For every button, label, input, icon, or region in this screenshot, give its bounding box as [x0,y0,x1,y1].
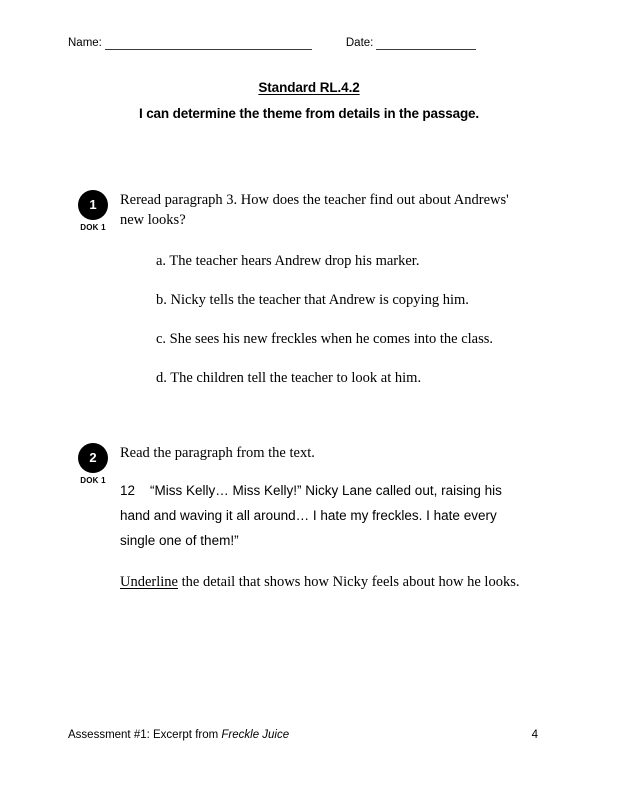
answer-choice-d[interactable]: d. The children tell the teacher to look at him. [156,370,422,386]
answer-choice-c[interactable]: c. She sees his new freckles when he comes into the class. [156,331,494,347]
question-block-1 [68,190,554,388]
footer-book-title: Freckle Juice [221,729,290,741]
underline-keyword: Underline [120,574,178,590]
date-label: Date: [345,37,374,49]
answer-choice-b[interactable]: b. Nicky tells the teacher that Andrew is copying him. [156,292,469,308]
question-2-badge-group [68,443,118,485]
name-field-group [68,36,312,50]
date-field-group [346,36,477,50]
question-block-2 [68,443,554,592]
footer-prefix-text: Assessment #1: Excerpt from [68,729,222,741]
question-1-stem: Reread paragraph 3. How does the teacher find out about Andrews' new looks? [120,192,509,228]
dok-level-label: DOK 1 [80,223,106,232]
page-number: 4 [531,729,538,741]
page-footer [68,728,538,743]
name-write-line[interactable] [105,37,312,50]
standard-code-text: Standard RL.4.2 [258,80,360,95]
question-2-stem: Read the paragraph from the text. [120,445,315,461]
instruction-rest-text: the detail that shows how Nicky feels about how he looks. [177,574,520,590]
question-2-instruction [120,572,532,592]
name-label: Name: [68,37,102,49]
date-write-line[interactable] [376,37,476,50]
standard-code [0,78,618,97]
name-date-row [68,30,554,50]
dok-level-label: DOK 1 [80,476,106,485]
question-number-badge: 1 [78,190,108,220]
question-number-badge: 2 [78,443,108,473]
question-1-choices [156,251,532,388]
text-excerpt [120,478,530,553]
title-block [0,78,618,123]
excerpt-body-text[interactable]: “Miss Kelly… Miss Kelly!” Nicky Lane called out, raising his hand and waving it all around… I hate my freckles. I hate every single one of them!” [120,483,502,548]
learning-target: I can determine the theme from details in the passage. [139,106,479,121]
question-1-badge-group [68,190,118,232]
question-2-body [120,443,532,592]
question-1-body [120,190,532,388]
footer-source-line [68,728,289,743]
answer-choice-a[interactable]: a. The teacher hears Andrew drop his marker. [156,253,420,269]
excerpt-paragraph-number: 12 [120,483,136,498]
